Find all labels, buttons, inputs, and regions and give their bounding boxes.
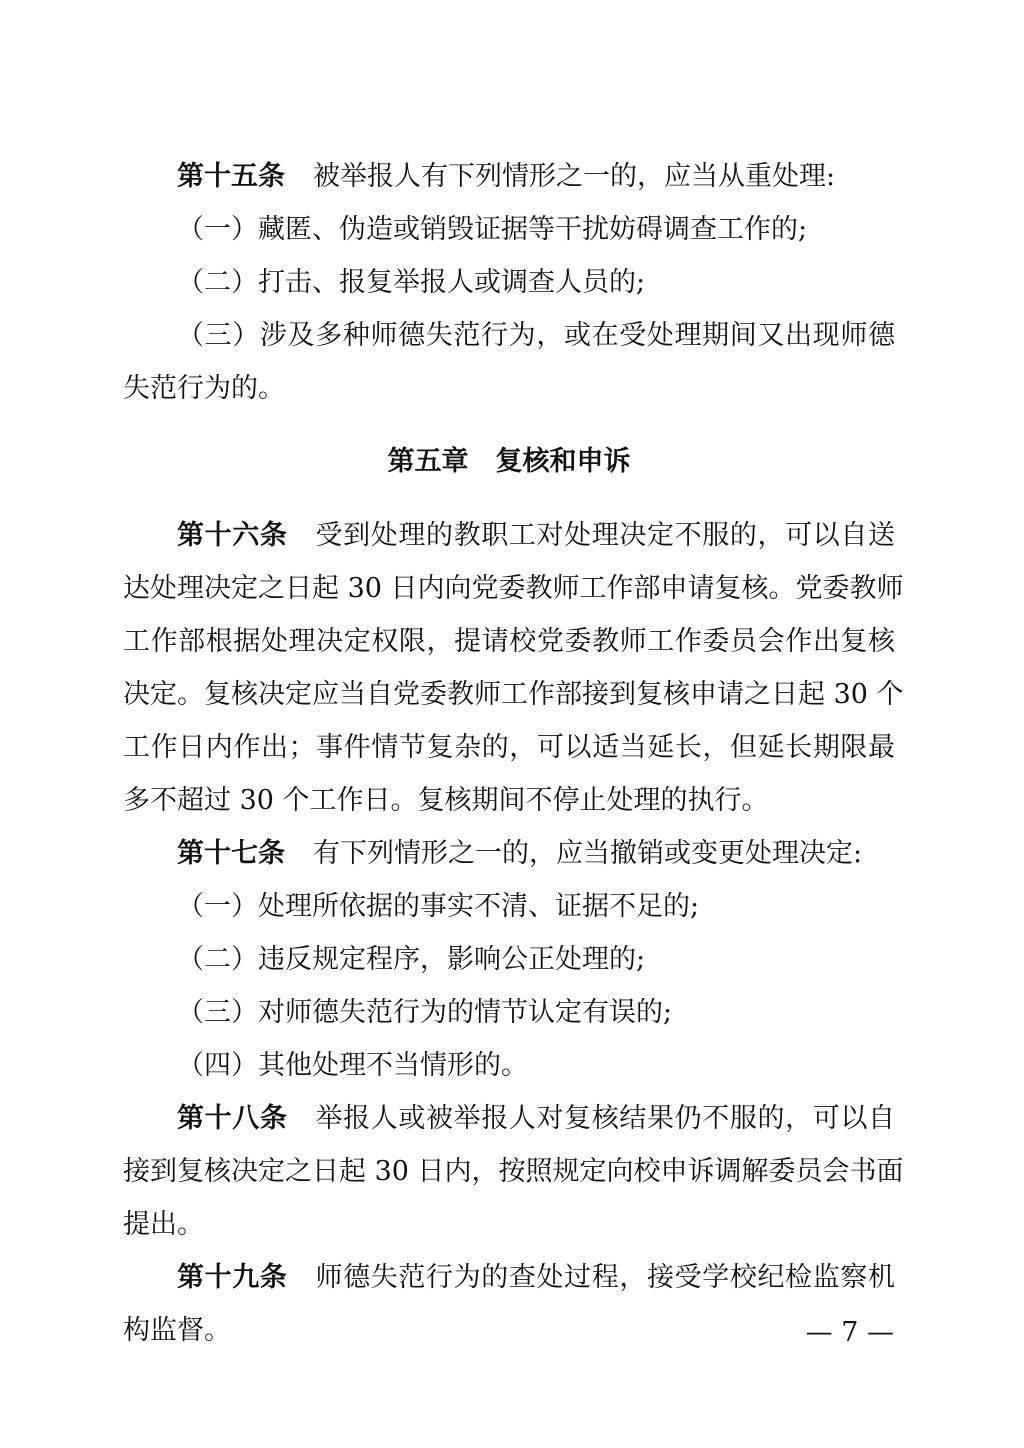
article-17-title: 第十七条 [177, 838, 285, 869]
chapter-heading: 第五章 复核和申诉 [387, 446, 631, 477]
article-18-text: 举报人或被举报人对复核结果仍不服的，可以自 [315, 1103, 895, 1134]
article-15-item-3: （三）涉及多种师德失范行为，或在受处理期间又出现师德 [177, 320, 895, 351]
article-17-item-3: （三）对师德失范行为的情节认定有误的; [177, 997, 673, 1028]
article-17-item-1: （一）处理所依据的事实不清、证据不足的; [177, 891, 700, 922]
article-19-title: 第十九条 [177, 1262, 288, 1293]
article-17-text: 有下列情形之一的，应当撤销或变更处理决定: [313, 838, 863, 869]
article-18-first-line [123, 1092, 895, 1145]
article-18-line-2: 接到复核决定之日起 30 日内，按照规定向校申诉调解委员会书面 [123, 1156, 904, 1187]
article-15-title: 第十五条 [177, 161, 285, 192]
article-19-line-2: 构监督。 [123, 1315, 231, 1346]
article-19-text: 师德失范行为的查处过程，接受学校纪检监察机 [315, 1262, 895, 1293]
article-18-line-3: 提出。 [123, 1209, 204, 1240]
article-16-line-5: 工作日内作出；事件情节复杂的，可以适当延长，但延长期限最 [123, 732, 895, 763]
article-19-first-line [123, 1251, 895, 1304]
article-16-text: 受到处理的教职工对处理决定不服的，可以自送 [315, 520, 895, 551]
article-15-first-line [123, 150, 895, 203]
article-15-item-3-cont: 失范行为的。 [123, 373, 285, 404]
page-number: — 7 — [805, 1317, 894, 1348]
article-15-text: 被举报人有下列情形之一的，应当从重处理: [313, 161, 836, 192]
article-16-line-6: 多不超过 30 个工作日。复核期间不停止处理的执行。 [123, 785, 769, 816]
article-15-item-1: （一）藏匿、伪造或销毁证据等干扰妨碍调查工作的; [177, 214, 808, 245]
article-15-item-2: （二）打击、报复举报人或调查人员的; [177, 267, 646, 298]
article-17-first-line [123, 827, 895, 880]
article-16-first-line [123, 509, 895, 562]
article-16-line-2: 达处理决定之日起 30 日内向党委教师工作部申请复核。党委教师 [123, 573, 904, 604]
article-16-line-3: 工作部根据处理决定权限，提请校党委教师工作委员会作出复核 [123, 626, 895, 657]
article-18-title: 第十八条 [177, 1103, 288, 1134]
document-page [123, 150, 904, 1357]
article-17-item-4: （四）其他处理不当情形的。 [177, 1050, 528, 1081]
article-16-title: 第十六条 [177, 520, 288, 551]
article-16-line-4: 决定。复核决定应当自党委教师工作部接到复核申请之日起 30 个 [123, 679, 904, 710]
article-17-item-2: （二）违反规定程序，影响公正处理的; [177, 944, 646, 975]
